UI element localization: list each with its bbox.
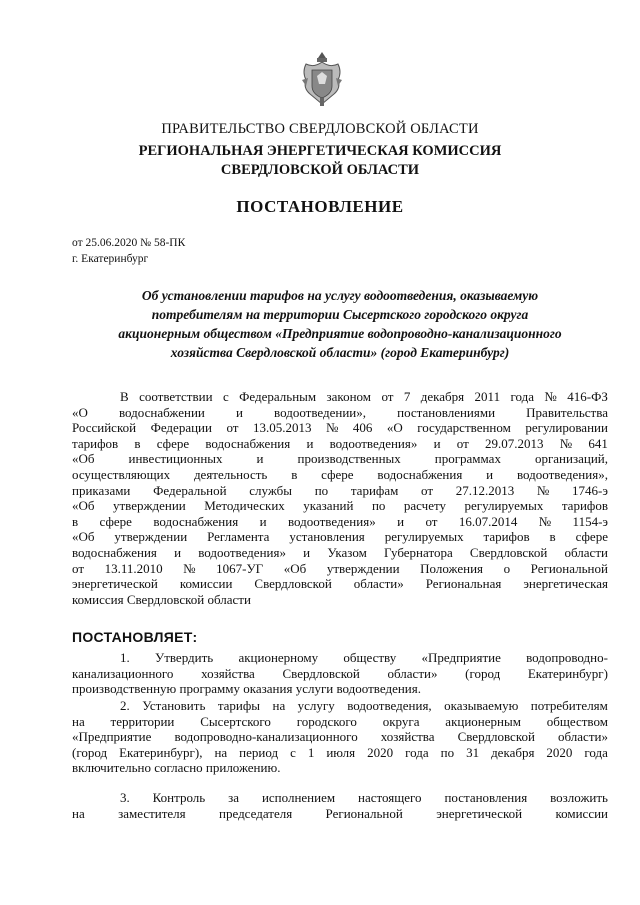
text-line: Российской Федерации от 13.05.2013 № 406 «О государственном регулировании <box>72 420 608 436</box>
text-line: «Об инвестиционных и производственных программах организаций, <box>72 451 608 467</box>
text-line: комиссия Свердловской области <box>72 591 251 607</box>
document-city: г. Екатеринбург <box>72 253 149 265</box>
text-line: 3. Контроль за исполнением настоящего постановления возложить <box>120 790 608 805</box>
header-government: ПРАВИТЕЛЬСТВО СВЕРДЛОВСКОЙ ОБЛАСТИ <box>161 121 479 137</box>
item-1-paragraph <box>72 650 608 697</box>
document-subject <box>70 286 610 362</box>
text-line: на заместителя председателя Региональной энергетической комиссии <box>72 805 608 821</box>
text-line: приказами Федеральной службы по тарифам от 27.12.2013 № 1746-э <box>72 482 608 498</box>
document-date-number: от 25.06.2020 № 58-ПК <box>72 237 186 249</box>
text-line: 2. Установить тарифы на услугу водоотведения, оказываемую потребителям <box>120 698 608 713</box>
item-3-paragraph <box>72 790 608 821</box>
header-region: СВЕРДЛОВСКОЙ ОБЛАСТИ <box>220 162 420 178</box>
subject-line: хозяйства Свердловской области» (город Екатеринбург) <box>170 345 510 360</box>
coat-of-arms-emblem <box>300 50 344 108</box>
text-line: энергетической комиссии Свердловской области» Региональная энергетическая <box>72 576 608 592</box>
text-line: В соответствии с Федеральным законом от 7 декабря 2011 года № 416-ФЗ <box>120 389 608 404</box>
text-line: на территории Сысертского городского округа акционерным обществом <box>72 713 608 729</box>
text-line: «Об утверждении Регламента установления регулируемых тарифов в сфере <box>72 529 608 545</box>
text-line: от 13.11.2010 № 1067-УГ «Об утверждении Положения о Региональной <box>72 560 608 576</box>
text-line: (город Екатеринбург), на период с 1 июля 2020 года по 31 декабря 2020 года <box>72 744 608 760</box>
text-line: тарифов в сфере водоснабжения и водоотведения» и от 29.07.2013 № 641 <box>72 435 608 451</box>
subject-line: Об установлении тарифов на услугу водоотведения, оказываемую <box>141 288 539 303</box>
text-line: включительно согласно приложению. <box>72 760 281 776</box>
text-line: производственную программу оказания услуги водоотведения. <box>72 681 421 697</box>
subject-line: потребителям на территории Сысертского городского округа <box>151 307 529 322</box>
text-line: 1. Утвердить акционерному обществу «Предприятие водопроводно- <box>120 650 608 665</box>
text-line: «Об утверждении Методических указаний по расчету регулируемых тарифов <box>72 498 608 514</box>
text-line: в сфере водоснабжения и водоотведения» и от 16.07.2014 № 1154-э <box>72 513 608 529</box>
text-line: осуществляющих деятельность в сфере водоснабжения и водоотведения», <box>72 466 608 482</box>
header-commission: РЕГИОНАЛЬНАЯ ЭНЕРГЕТИЧЕСКАЯ КОМИССИЯ <box>138 143 502 159</box>
item-2-paragraph <box>72 698 608 776</box>
text-line: канализационного хозяйства Свердловской области» (город Екатеринбург) <box>72 665 608 681</box>
preamble-paragraph <box>72 389 608 607</box>
resolves-heading: ПОСТАНОВЛЯЕТ: <box>72 629 198 645</box>
text-line: «О водоснабжении и водоотведении», постановлениями Правительства <box>72 404 608 420</box>
text-line: водоснабжения и водоотведения» и Указом Губернатора Свердловской области <box>72 544 608 560</box>
text-line: «Предприятие водопроводно-канализационного хозяйства Свердловской области» <box>72 729 608 745</box>
document-type-title: ПОСТАНОВЛЕНИЕ <box>236 197 404 216</box>
subject-line: акционерным обществом «Предприятие водопроводно-канализационного <box>118 326 562 341</box>
